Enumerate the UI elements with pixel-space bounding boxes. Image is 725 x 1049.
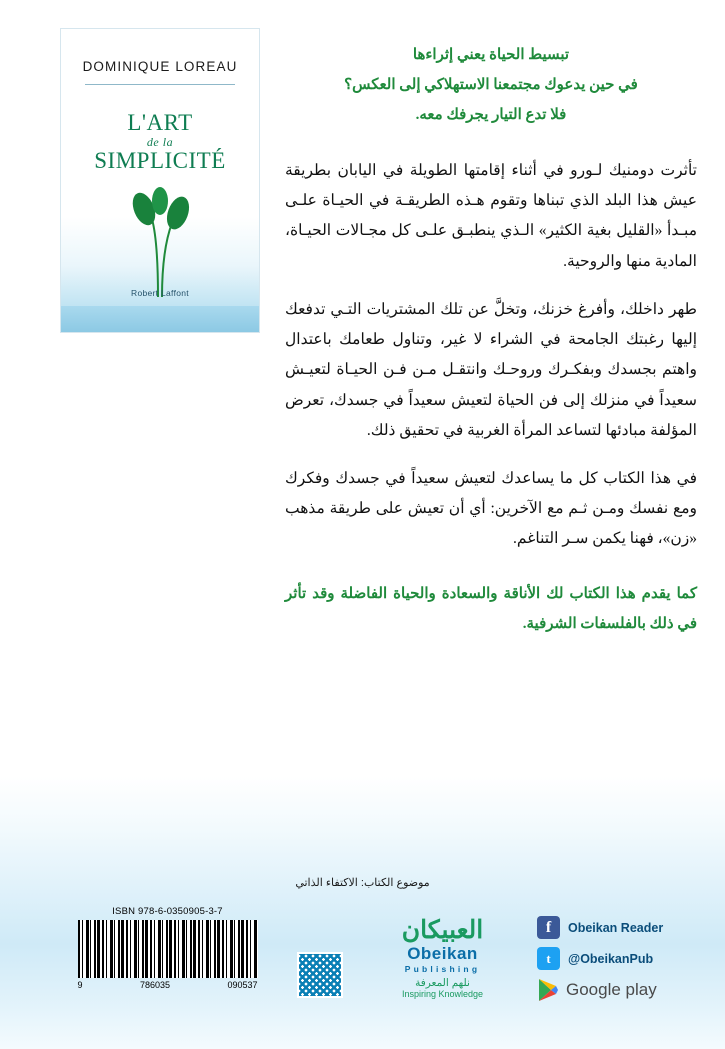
publisher-name-arabic: العبيكان xyxy=(401,916,484,944)
headline-line-2: في حين يدعوك مجتمعنا الاستهلاكي إلى العكس؟ xyxy=(344,77,638,93)
barcode-digit-0: 9 xyxy=(77,980,83,990)
cover-publisher: Robert Laffont xyxy=(131,288,189,298)
headline-line-3: فلا تدع التيار يجرفك معه. xyxy=(415,107,567,123)
publisher-tagline-arabic: نلهم المعرفة xyxy=(415,977,470,989)
publisher-logo xyxy=(380,918,505,999)
cover-title-line1: L'ART xyxy=(127,110,193,135)
social-row-twitter[interactable] xyxy=(537,947,702,970)
google-play-link[interactable] xyxy=(537,978,702,1002)
facebook-icon[interactable]: f xyxy=(537,916,560,939)
cover-divider xyxy=(85,84,235,85)
cover-author: DOMINIQUE LOREAU xyxy=(82,59,238,74)
cover-title-line3: SIMPLICITÉ xyxy=(94,147,226,173)
barcode-block xyxy=(75,906,260,990)
publisher-publishing-label: Publishing xyxy=(404,964,481,974)
book-cover-thumbnail xyxy=(60,28,260,333)
cover-title-line2: de la xyxy=(146,134,174,149)
blurb-paragraph-3: في هذا الكتاب كل ما يساعدك لتعيش سعيداً في جسدك وفكرك ومع نفسك ومـن ثـم مع الآخرين: أي أن تعيش على طريقة مذهب «زن»، فهنا يكمن سـر التناغم. xyxy=(285,469,697,548)
blurb-paragraph-1: تأثرت دومنيك لـورو في أثناء إقامتها الطويلة في اليابان بطريقة عيش هذا البلد الذي تبناها وتقوم هـذه الطريقـة في الحيـاة علـى مبـدأ «القليل بغية الكثير» الـذي ينطبـق علـى كل مجـالات الحيـاة، المادية منها والروحية. xyxy=(285,162,697,270)
twitter-icon[interactable]: t xyxy=(537,947,560,970)
social-links xyxy=(537,916,702,1002)
blurb-paragraph-2: طهر داخلك، وأفرغ خزنك، وتخلَّ عن تلك المشتريات التـي تدفعك إليها رغبتك الجامحة في الشراء لا غير، وتناول طعامك باعتدال واهتم بجسدك وبفكـرك وروحـك وانتقـل مـن فـن الحيـاة لتعيـش سعيداً في منزلك إلى فن الحياة لتعيش سعيداً في جسدك، تعرض المؤلفة مبادئها لتساعد المرأة الغربية في تحقيق ذلك. xyxy=(285,300,697,439)
google-play-label[interactable]: Google play xyxy=(566,980,657,999)
blurb-footer-note: كما يقدم هذا الكتاب لك الأناقة والسعادة والحياة الفاضلة وقد تأثر في ذلك بالفلسفات الشرفية. xyxy=(285,585,697,632)
isbn-text: ISBN 978-6-0350905-3-7 xyxy=(112,906,223,917)
book-subject-line: موضوع الكتاب: الاكتفاء الذاتي xyxy=(295,877,430,889)
back-cover-text xyxy=(285,40,697,665)
headline-block xyxy=(285,40,697,130)
google-play-icon[interactable] xyxy=(537,978,559,1002)
barcode-digits xyxy=(78,980,258,990)
facebook-label[interactable]: Obeikan Reader xyxy=(568,920,664,935)
social-row-facebook[interactable] xyxy=(537,916,702,939)
barcode-digit-2: 090537 xyxy=(227,980,258,990)
headline-line-1: تبسيط الحياة يعني إثراءها xyxy=(412,47,570,63)
publisher-name-english: Obeikan xyxy=(407,944,478,963)
cover-title xyxy=(61,111,259,174)
qr-code-icon[interactable] xyxy=(297,952,343,998)
barcode-image xyxy=(78,920,258,978)
twitter-label[interactable]: @ObeikanPub xyxy=(568,951,654,966)
publisher-tagline-english: Inspiring Knowledge xyxy=(401,989,484,999)
cover-bottom-band xyxy=(61,306,259,332)
plant-leaves-icon xyxy=(100,179,220,299)
barcode-digit-1: 786035 xyxy=(139,980,170,990)
